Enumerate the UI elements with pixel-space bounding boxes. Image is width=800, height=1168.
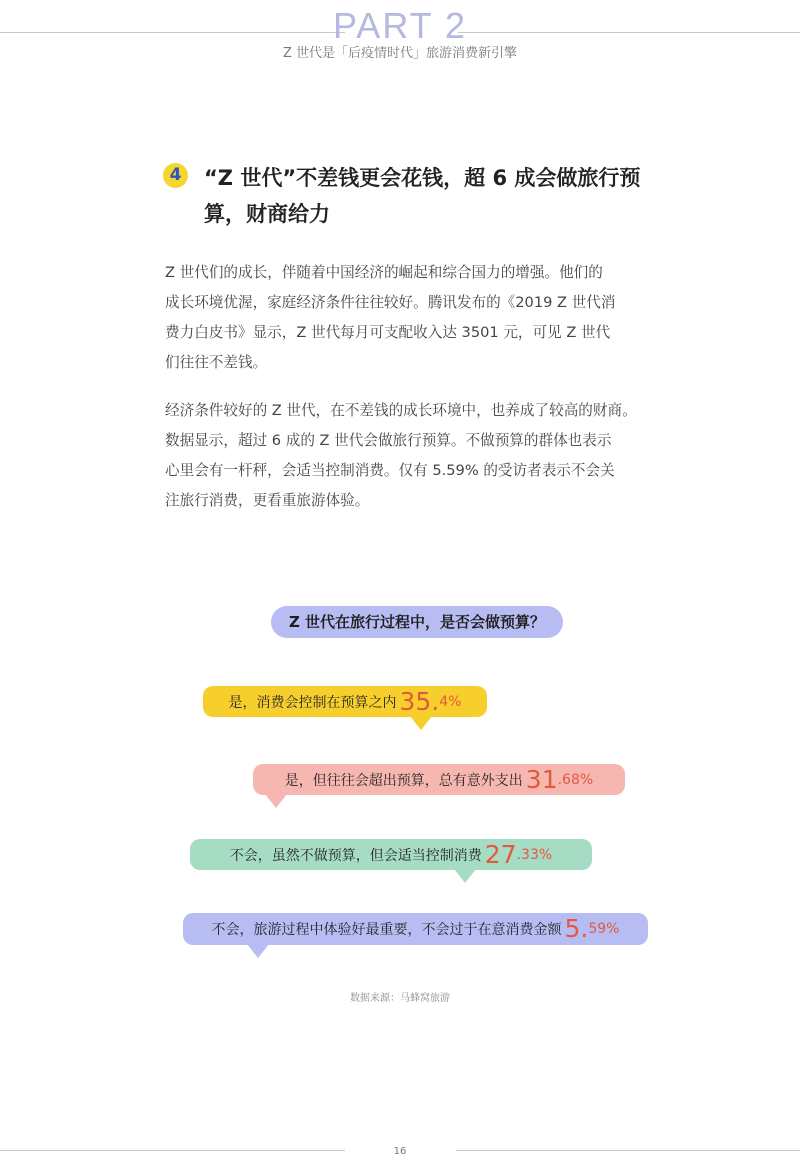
answer-label: 是，消费会控制在预算之内	[228, 694, 397, 711]
bubble-tail	[410, 716, 432, 730]
answer-box	[203, 686, 487, 717]
section-number: 4	[169, 165, 182, 185]
paragraph-line: 心里会有一杆秤，会适当控制消费。仅有 5.59% 的受访者表示不会关	[165, 462, 615, 479]
answer-box	[183, 913, 648, 945]
chapter-subtitle: Z 世代是「后疫情时代」旅游消费新引擎	[282, 46, 518, 61]
answer-percent-sub: 4%	[439, 693, 462, 710]
answer-label: 不会，虽然不做预算，但会适当控制消费	[229, 847, 482, 864]
paragraph-line: 数据显示，超过 6 成的 Z 世代会做旅行预算。不做预算的群体也表示	[165, 432, 612, 449]
paragraph-1	[165, 258, 665, 378]
bubble-tail	[265, 794, 287, 808]
answer-label: 是，但往往会超出预算，总有意外支出	[284, 772, 523, 789]
paragraph-line: 成长环境优渥，家庭经济条件往往较好。腾讯发布的《2019 Z 世代消	[165, 294, 616, 311]
section-title-line: “Z 世代”不差钱更会花钱，超 6 成会做旅行预	[204, 166, 641, 190]
paragraph-line: 经济条件较好的 Z 世代，在不差钱的成长环境中，也养成了较高的财商。	[165, 402, 637, 419]
answer-percent-sub: .33%	[516, 846, 553, 863]
bubble-tail	[454, 869, 476, 883]
answer-percent-sub: .68%	[557, 771, 594, 788]
answer-percent-sub: 59%	[588, 921, 620, 937]
section-number-badge	[163, 163, 188, 188]
section-title	[204, 160, 684, 232]
section-title-line: 算，财商给力	[204, 202, 330, 226]
page-number: 16	[393, 1146, 407, 1157]
bubble-tail	[247, 944, 269, 958]
paragraph-line: Z 世代们的成长，伴随着中国经济的崛起和综合国力的增强。他们的	[165, 264, 603, 281]
part-title: PART 2	[332, 5, 468, 46]
paragraph-line: 注旅行消费，更看重旅游体验。	[165, 492, 370, 509]
answer-percent-main: 31	[525, 764, 558, 794]
answer-percent-main: 27	[484, 839, 517, 869]
paragraph-line: 们往往不差钱。	[165, 354, 268, 371]
answer-label: 不会，旅游过程中体验好最重要，不会过于在意消费金额	[211, 922, 562, 938]
paragraph-2	[165, 396, 665, 516]
survey-question: Z 世代在旅行过程中，是否会做预算？	[271, 606, 563, 638]
answer-percent-main: 35.	[399, 686, 440, 716]
paragraph-line: 费力白皮书》显示，Z 世代每月可支配收入达 3501 元，可见 Z 世代	[165, 324, 611, 341]
answer-box	[190, 839, 592, 870]
answer-percent-main: 5.	[564, 914, 589, 943]
answer-box	[253, 764, 625, 795]
data-source: 数据来源：马蜂窝旅游	[350, 993, 450, 1004]
